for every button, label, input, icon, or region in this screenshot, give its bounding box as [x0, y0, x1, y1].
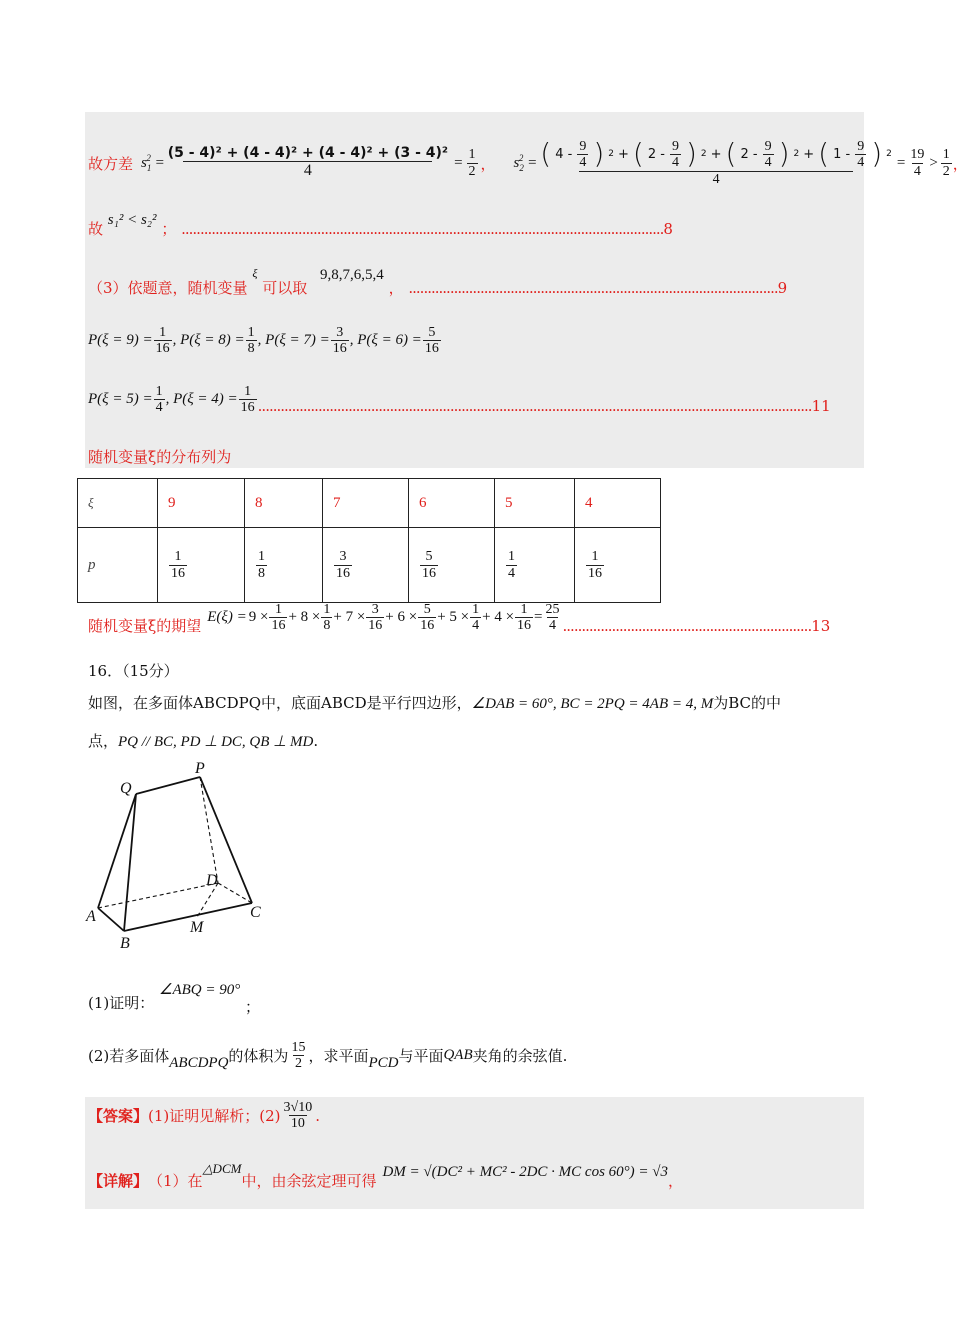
conclusion-line: 故 s₁² < s₂² ； ................................................................................................................................8: [88, 212, 673, 238]
label-B: B: [120, 935, 130, 952]
score-9: 9: [777, 279, 788, 297]
polyhedron-figure: [80, 755, 280, 965]
expectation-result: $\frac{25}{4}$: [545, 602, 560, 634]
s2-result: $\frac{19}{4}$: [910, 147, 925, 179]
xi-values: 9,8,7,6,5,4: [320, 267, 384, 283]
prob-line-1: P(ξ = 9) = $\frac{1}{16}$ , P(ξ = 8) = $\frac{1}{8}$ , P(ξ = 7) = $\frac{3}{16}$ , P(ξ = 6) = $\frac{5}{16}$: [88, 325, 439, 357]
s2-term-3: 1 -: [833, 146, 851, 162]
label-M: M: [190, 919, 204, 936]
table-cell: $\frac{1}{8}$: [258, 549, 265, 581]
answer-tag: 【答案】: [88, 1107, 149, 1126]
edge-AD: [98, 883, 218, 908]
variance-compare: s₁² < s₂²: [107, 212, 157, 228]
s2-fraction: ( 4 - $\frac{9}{4}$ ) 2 + ( 2 - $\frac{9}{4}$ ) 2 + ( 2 - $\frac{9}{4}$ ) 2 + ( 1 - $\frac{9}{4}$ ) 2 4: [540, 137, 892, 187]
table-cell: 4: [575, 479, 661, 528]
table-head-p: p: [78, 528, 158, 603]
edge-AB: [98, 908, 124, 931]
label-A: A: [86, 908, 96, 925]
part3-intro: （3）依题意，随机变量 $^\xi$ 可以取 9,8,7,6,5,4 ， ..................................................................................................9: [88, 266, 788, 297]
label-D: D: [206, 872, 218, 889]
score-11: 11: [811, 396, 831, 415]
table-cell: $\frac{5}{16}$: [422, 549, 436, 581]
score-8: 8: [663, 220, 673, 238]
detail-tag: 【详解】: [88, 1172, 149, 1190]
edge-BC: [124, 903, 252, 931]
table-cell: 8: [245, 479, 323, 528]
table-cell: $\frac{1}{16}$: [588, 549, 602, 581]
label-P: P: [195, 760, 205, 777]
sub-question-2: (2)若多面体 ABCDPQ 的体积为 $\frac{15}{2}$ ，求平面 PCD 与平面 QAB 夹角的余弦值.: [88, 1040, 568, 1072]
s2-term-2: 2 -: [647, 146, 665, 162]
q16-stem-1: 如图，在多面体ABCDPQ中，底面ABCD是平行四边形，∠DAB = 60°, BC = 2PQ = 4AB = 4, M为BC的中: [88, 694, 782, 712]
s2-term-1: 4 -: [555, 146, 573, 162]
s1-fraction: $\frac{\text{(5 - 4)² + (4 - 4)² + (4 - 4)² + (3 - 4)²}}{4}$: [167, 145, 449, 180]
s1-result: $\frac{1}{2}$: [468, 147, 476, 179]
label-C: C: [250, 904, 261, 921]
table-cell: 9: [158, 479, 245, 528]
table-cell: 7: [323, 479, 409, 528]
q16-stem-2: 点，PQ // BC, PD ⊥ DC, QB ⊥ MD.: [88, 732, 319, 750]
table-cell: 6: [409, 479, 495, 528]
answer-line: 【答案】 (1)证明见解析；(2) $\frac{3√10}{10}$ .: [88, 1100, 320, 1132]
variance-label: 故方差: [88, 154, 134, 173]
edge-QP: [136, 777, 200, 794]
edge-PD: [200, 777, 218, 883]
table-cell: $\frac{1}{4}$: [508, 549, 515, 581]
table-head-xi: ξ: [78, 479, 158, 528]
table-cell: $\frac{3}{16}$: [336, 549, 350, 581]
table-cell: $\frac{1}{16}$: [171, 549, 185, 581]
compare-half: $\frac{1}{2}$: [942, 147, 950, 179]
table-cell: 5: [495, 479, 575, 528]
score-13: 13: [811, 616, 831, 635]
volume-fraction: $\frac{15}{2}$: [291, 1040, 306, 1072]
label-Q: Q: [120, 780, 132, 797]
variance-line: 故方差 $s_1^2$ = $\frac{\text{(5 - 4)² + (4 - 4)² + (4 - 4)² + (3 - 4)²}}{4}$ = $\frac{1}{2}$ ， $s_2^2$ = ( 4 - $\frac{9}{4}$ ) 2 + ( 2 - $\frac{9}{4}$ ) 2 + ( 2 - $\frac{9}{4}$ ) 2 + ( 1 - $\frac{9}{4}$ ) 2 4 = $\frac{19}{4}$ > $\frac{1}{2}$ ，: [88, 137, 968, 187]
sub-question-1: (1)证明： ∠ABQ = 90° ；: [88, 982, 261, 1016]
distribution-table: [77, 478, 661, 603]
detail-line: 【详解】 （1）在 △DCM 中，由余弦定理可得 DM = √(DC² + MC² - 2DC · MC cos 60°) = √3 ，: [88, 1160, 684, 1190]
dist-label: 随机变量ξ的分布列为: [88, 448, 232, 466]
q16-heading: 16．（15分）: [88, 662, 179, 680]
expectation-line: 随机变量ξ的期望 E(ξ) = 9 × $\frac{1}{16}$ + 8 × $\frac{1}{8}$ + 7 × $\frac{3}{16}$ + 6 × $\frac{5}{16}$ + 5 × $\frac{1}{4}$ + 4 × $\frac{1}{16}$ = $\frac{25}{4}$ .................................................................. 13: [88, 602, 831, 636]
cosine-law-formula: DM = √(DC² + MC² - 2DC · MC cos 60°) = √3: [382, 1164, 669, 1180]
prob-line-2: P(ξ = 5) = $\frac{1}{4}$ , P(ξ = 4) = $\frac{1}{16}$ ................................................................................................................................................... 11: [88, 384, 831, 416]
answer-value: $\frac{3√10}{10}$: [283, 1100, 313, 1132]
